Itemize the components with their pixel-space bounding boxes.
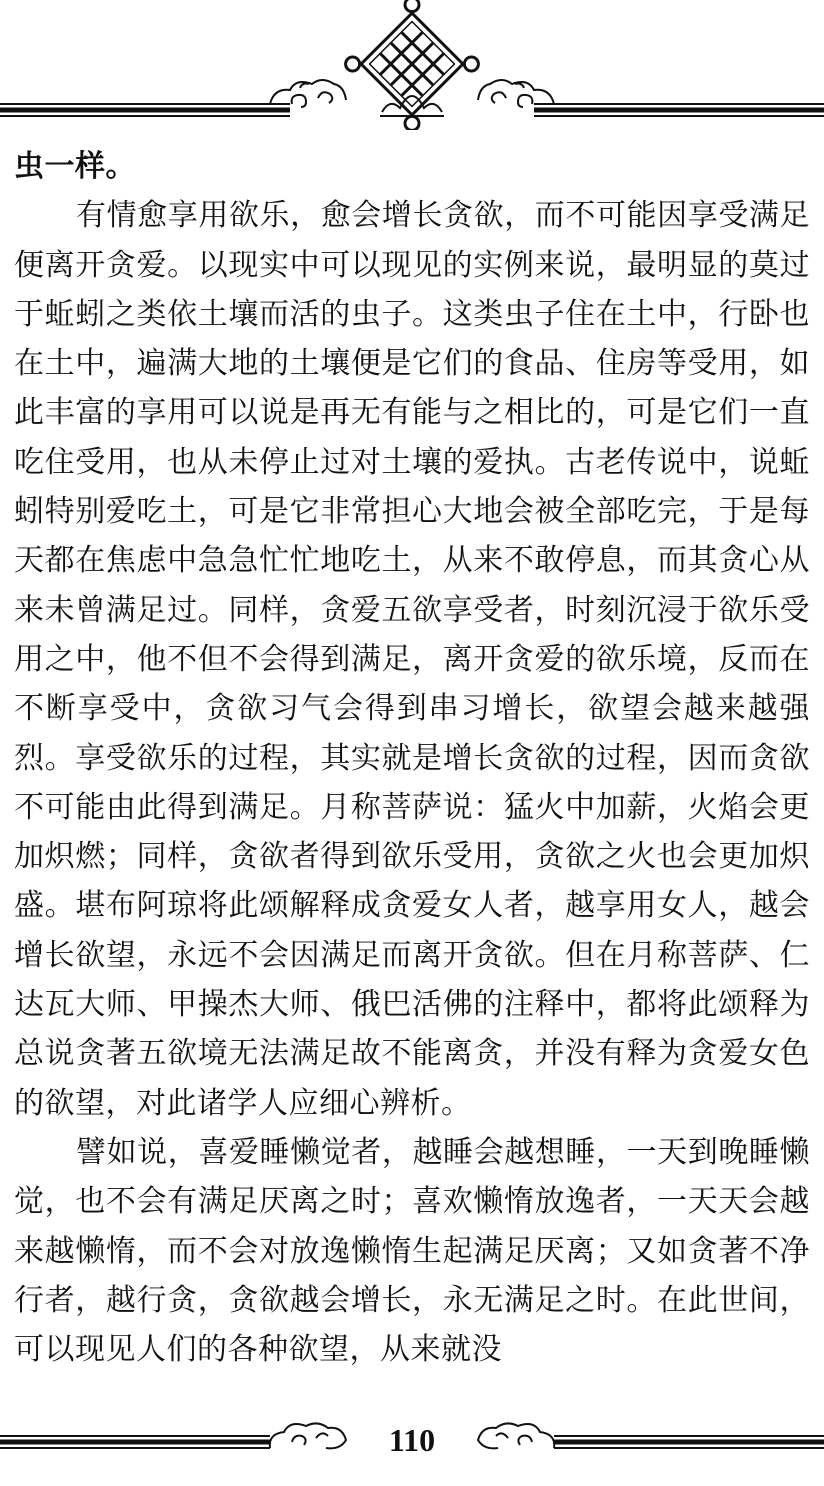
paragraph-1: 有情愈享用欲乐，愈会增长贪欲，而不可能因享受满足便离开贪爱。以现实中可以现见的实例来说，最明显的莫过于蚯蚓之类依土壤而活的虫子。这类虫子住在土中，行卧也在土中，遍满大地的土壤便是它们的食品、住房等受用，如此丰富的享用可以说是再无有能与之相比的，可是它们一直吃住受用，也从未停止过对土壤的爱执。古老传说中，说蚯蚓特别爱吃土，可是它非常担心大地会被全部吃完，于是每天都在焦虑中急急忙忙地吃土，从来不敢停息，而其贪心从来未曾满足过。同样，贪爱五欲享受者，时刻沉浸于欲乐受用之中，他不但不会得到满足，离开贪爱的欲乐境，反而在不断享受中，贪欲习气会得到串习增长，欲望会越来越强烈。享受欲乐的过程，其实就是增长贪欲的过程，因而贪欲不可能由此得到满足。月称菩萨说：猛火中加薪，火焰会更加炽燃；同样，贪欲者得到欲乐受用，贪欲之火也会更加炽盛。堪布阿琼将此颂解释成贪爱女人者，越享用女人，越会增长欲望，永远不会因满足而离开贪欲。但在月称菩萨、仁达瓦大师、甲操杰大师、俄巴活佛的注释中，都将此颂释为总说贪著五欲境无法满足故不能离贪，并没有释为贪爱女色的欲望，对此诸学人应细心辨析。 [14,198,810,1121]
footer-ornament [0,1408,824,1478]
continuation-line: 虫一样。 [14,149,136,184]
page-body [14,142,810,1412]
header-ornament [0,0,824,130]
endless-knot-border-icon [0,0,824,130]
paragraph-2: 譬如说，喜爱睡懒觉者，越睡会越想睡，一天到晚睡懒觉，也不会有满足厌离之时；喜欢懒惰放逸者，一天天会越来越懒惰，而不会对放逸懒惰生起满足厌离；又如贪著不净行者，越行贪，贪欲越会增长，永无满足之时。在此世间，可以现见人们的各种欲望，从来就没 [14,1134,810,1368]
page-number: 110 [388,1422,436,1458]
